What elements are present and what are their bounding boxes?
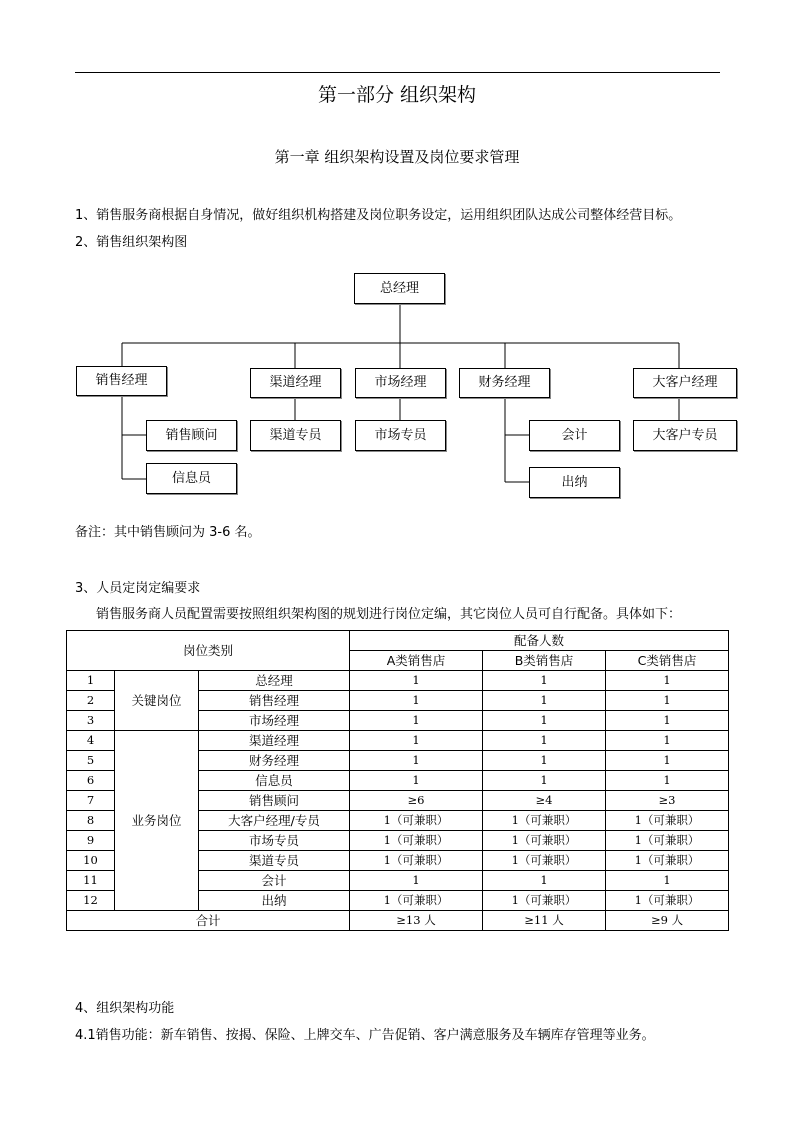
staffing-table	[66, 630, 729, 931]
count-a: 1	[350, 711, 483, 731]
total-a: ≥13 人	[350, 911, 483, 931]
org-box-info-officer: 信息员	[146, 463, 237, 494]
row-number: 12	[67, 891, 115, 911]
count-b: 1	[483, 871, 606, 891]
row-number: 10	[67, 851, 115, 871]
group-key-posts: 关键岗位	[115, 671, 199, 731]
count-c: 1	[606, 711, 729, 731]
count-b: 1	[483, 711, 606, 731]
post-name: 市场专员	[199, 831, 350, 851]
count-c: 1（可兼职）	[606, 811, 729, 831]
org-box-accountant: 会计	[529, 420, 620, 451]
count-c: 1	[606, 671, 729, 691]
post-name: 渠道经理	[199, 731, 350, 751]
org-box-channel-specialist: 渠道专员	[250, 420, 341, 451]
count-b: 1（可兼职）	[483, 811, 606, 831]
count-c: 1（可兼职）	[606, 851, 729, 871]
count-c: 1	[606, 731, 729, 751]
row-number: 11	[67, 871, 115, 891]
org-box-key-account-manager: 大客户经理	[633, 368, 737, 398]
count-b: 1（可兼职）	[483, 851, 606, 871]
row-number: 6	[67, 771, 115, 791]
post-name: 信息员	[199, 771, 350, 791]
row-number: 1	[67, 671, 115, 691]
table-row	[67, 671, 729, 691]
count-b: 1	[483, 691, 606, 711]
chapter-title: 第一章 组织架构设置及岗位要求管理	[274, 148, 520, 166]
section-1-text: 1、销售服务商根据自身情况，做好组织机构搭建及岗位职务设定，运用组织团队达成公司整体经营目标。	[75, 208, 682, 223]
section-4-1-text: 4.1销售功能：新车销售、按揭、保险、上牌交车、广告促销、客户满意服务及车辆库存管理等业务。	[75, 1028, 655, 1043]
count-c: 1	[606, 771, 729, 791]
org-box-channel-manager: 渠道经理	[250, 368, 341, 398]
org-box-sales-consultant: 销售顾问	[146, 420, 237, 451]
count-b: 1	[483, 751, 606, 771]
count-c: 1	[606, 871, 729, 891]
count-c: 1	[606, 691, 729, 711]
org-chart	[0, 0, 794, 520]
org-box-general-manager: 总经理	[354, 273, 445, 304]
table-header-row	[67, 631, 729, 651]
post-name: 销售顾问	[199, 791, 350, 811]
row-number: 5	[67, 751, 115, 771]
section-3-title: 3、人员定岗定编要求	[75, 581, 201, 596]
section-4-title: 4、组织架构功能	[75, 1001, 175, 1016]
post-name: 销售经理	[199, 691, 350, 711]
header-category: 岗位类别	[67, 631, 350, 671]
count-a: 1	[350, 731, 483, 751]
row-number: 3	[67, 711, 115, 731]
org-box-finance-manager: 财务经理	[459, 368, 550, 398]
section-3-intro: 销售服务商人员配置需要按照组织架构图的规划进行岗位定编，其它岗位人员可自行配备。具体如下：	[96, 607, 682, 622]
group-business-posts: 业务岗位	[115, 731, 199, 911]
row-number: 7	[67, 791, 115, 811]
count-a: ≥6	[350, 791, 483, 811]
row-number: 8	[67, 811, 115, 831]
org-box-cashier: 出纳	[529, 467, 620, 498]
header-store-c: C类销售店	[606, 651, 729, 671]
count-c: 1	[606, 751, 729, 771]
section-2-title: 2、销售组织架构图	[75, 235, 188, 250]
total-label: 合计	[67, 911, 350, 931]
post-name: 市场经理	[199, 711, 350, 731]
count-c: 1（可兼职）	[606, 891, 729, 911]
org-box-key-account-specialist: 大客户专员	[633, 420, 737, 451]
count-b: 1（可兼职）	[483, 831, 606, 851]
count-c: ≥3	[606, 791, 729, 811]
total-c: ≥9 人	[606, 911, 729, 931]
post-name: 财务经理	[199, 751, 350, 771]
post-name: 出纳	[199, 891, 350, 911]
table-total-row	[67, 911, 729, 931]
part-title: 第一部分 组织架构	[317, 84, 477, 106]
total-b: ≥11 人	[483, 911, 606, 931]
header-store-b: B类销售店	[483, 651, 606, 671]
count-a: 1（可兼职）	[350, 891, 483, 911]
org-box-sales-manager: 销售经理	[76, 366, 167, 396]
header-store-a: A类销售店	[350, 651, 483, 671]
count-b: 1	[483, 731, 606, 751]
table-row	[67, 731, 729, 751]
count-a: 1（可兼职）	[350, 851, 483, 871]
count-a: 1（可兼职）	[350, 811, 483, 831]
note-text: 备注：其中销售顾问为 3-6 名。	[75, 525, 261, 540]
org-box-market-manager: 市场经理	[355, 368, 446, 398]
count-b: 1	[483, 771, 606, 791]
post-name: 渠道专员	[199, 851, 350, 871]
post-name: 大客户经理/专员	[199, 811, 350, 831]
row-number: 4	[67, 731, 115, 751]
post-name: 总经理	[199, 671, 350, 691]
post-name: 会计	[199, 871, 350, 891]
count-c: 1（可兼职）	[606, 831, 729, 851]
count-b: ≥4	[483, 791, 606, 811]
count-b: 1	[483, 671, 606, 691]
count-a: 1	[350, 671, 483, 691]
row-number: 2	[67, 691, 115, 711]
count-a: 1	[350, 771, 483, 791]
row-number: 9	[67, 831, 115, 851]
count-a: 1	[350, 751, 483, 771]
org-box-market-specialist: 市场专员	[355, 420, 446, 451]
count-a: 1（可兼职）	[350, 831, 483, 851]
count-a: 1	[350, 691, 483, 711]
header-staff-count: 配备人数	[350, 631, 729, 651]
count-a: 1	[350, 871, 483, 891]
count-b: 1（可兼职）	[483, 891, 606, 911]
